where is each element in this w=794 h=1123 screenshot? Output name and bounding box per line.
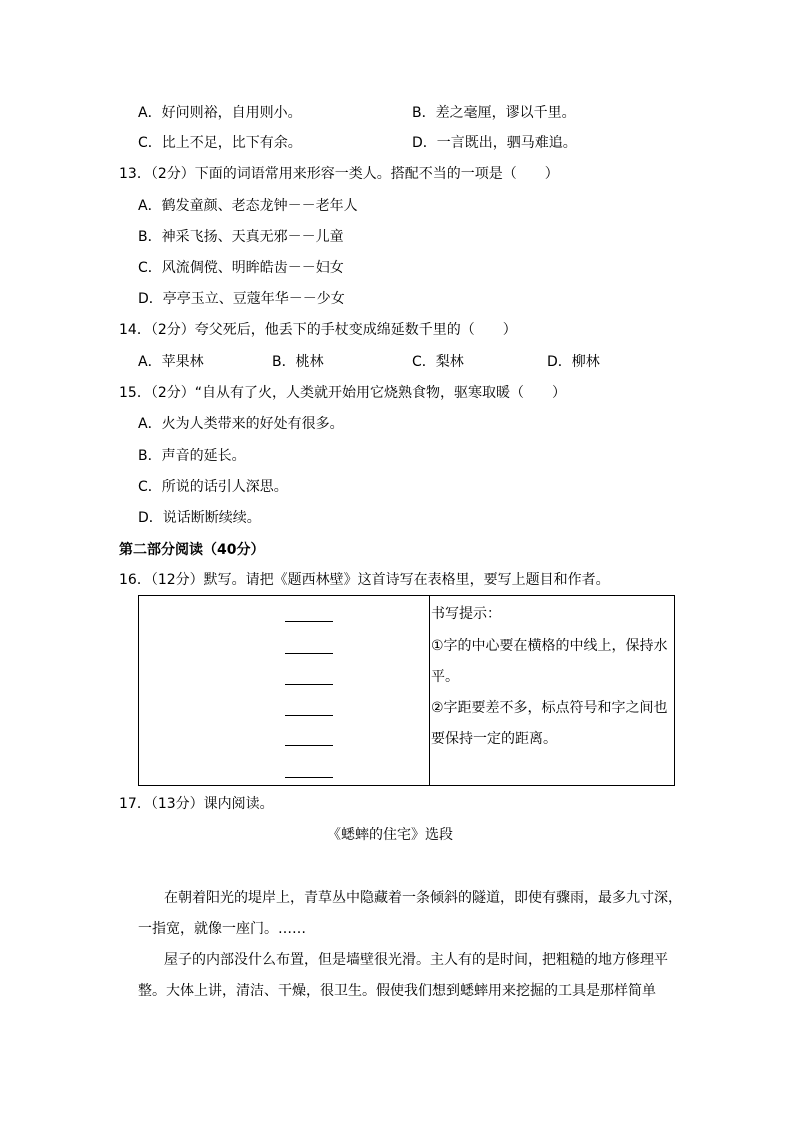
q12-option-b: B．差之毫厘，谬以千里。 (412, 105, 576, 121)
q15-option-b: B．声音的延长。 (138, 448, 246, 464)
q14-option-c: C．梨林 (412, 354, 464, 370)
passage-line: 整。大体上讲，清洁、干燥，很卫生。假使我们想到蟋蟀用来挖掘的工具是那样简单 (138, 983, 656, 999)
passage-line: 一指宽，就像一座门。…… (138, 921, 306, 937)
hint-line: 要保持一定的距离。 (431, 731, 557, 747)
q17-stem: 17．（13分）课内阅读。 (119, 796, 274, 812)
hint-line: ①字的中心要在横格的中线上，保持水 (431, 638, 668, 654)
q16-stem: 16．（12分）默写。请把《题西林壁》这首诗写在表格里，要写上题目和作者。 (119, 572, 610, 588)
writing-blank[interactable] (285, 745, 333, 746)
q15-option-d: D．说话断断续续。 (138, 510, 261, 526)
q15-option-a: A．火为人类带来的好处有很多。 (138, 416, 344, 432)
writing-blank[interactable] (285, 715, 333, 716)
hint-line: ②字距要差不多，标点符号和字之间也 (431, 700, 668, 716)
writing-blank[interactable] (285, 777, 333, 778)
q13-option-d: D．亭亭玉立、豆蔻年华－－少女 (138, 291, 345, 307)
writing-table (138, 595, 675, 786)
hint-line: 平。 (431, 669, 459, 685)
q13-option-c: C．风流倜傥、明眸皓齿－－妇女 (138, 260, 344, 276)
q13-stem: 13．（2分）下面的词语常用来形容一类人。搭配不当的一项是（ ） (119, 166, 559, 182)
q15-option-c: C．所说的话引人深思。 (138, 479, 288, 495)
section-title: 第二部分阅读（40分） (119, 542, 265, 558)
q13-option-b: B．神采飞扬、天真无邪－－儿童 (138, 229, 344, 245)
q14-option-d: D．柳林 (547, 354, 600, 370)
writing-blank[interactable] (285, 684, 333, 685)
writing-blank[interactable] (285, 621, 333, 622)
passage-title: 《蟋蟀的住宅》选段 (327, 827, 453, 843)
q12-option-d: D．一言既出，驷马难追。 (412, 135, 577, 151)
passage-line: 屋子的内部没什么布置，但是墙壁很光滑。主人有的是时间，把粗糙的地方修理平 (164, 952, 668, 968)
q13-option-a: A．鹤发童颜、老态龙钟－－老年人 (138, 198, 358, 214)
q12-option-a: A．好问则裕，自用则小。 (138, 105, 302, 121)
q14-stem: 14．（2分）夸父死后，他丢下的手杖变成绵延数千里的（ ） (119, 322, 517, 338)
q14-option-a: A．苹果林 (138, 354, 204, 370)
table-divider (429, 596, 430, 785)
q14-option-b: B．桃林 (272, 354, 324, 370)
writing-blank[interactable] (285, 653, 333, 654)
q15-stem: 15．（2分）“自从有了火，人类就开始用它烧熟食物，驱寒取暖（ ） (119, 385, 566, 401)
hint-title: 书写提示： (431, 606, 501, 622)
passage-line: 在朝着阳光的堤岸上，青草丛中隐藏着一条倾斜的隧道，即使有骤雨，最多九寸深， (164, 890, 682, 906)
q12-option-c: C．比上不足，比下有余。 (138, 135, 302, 151)
